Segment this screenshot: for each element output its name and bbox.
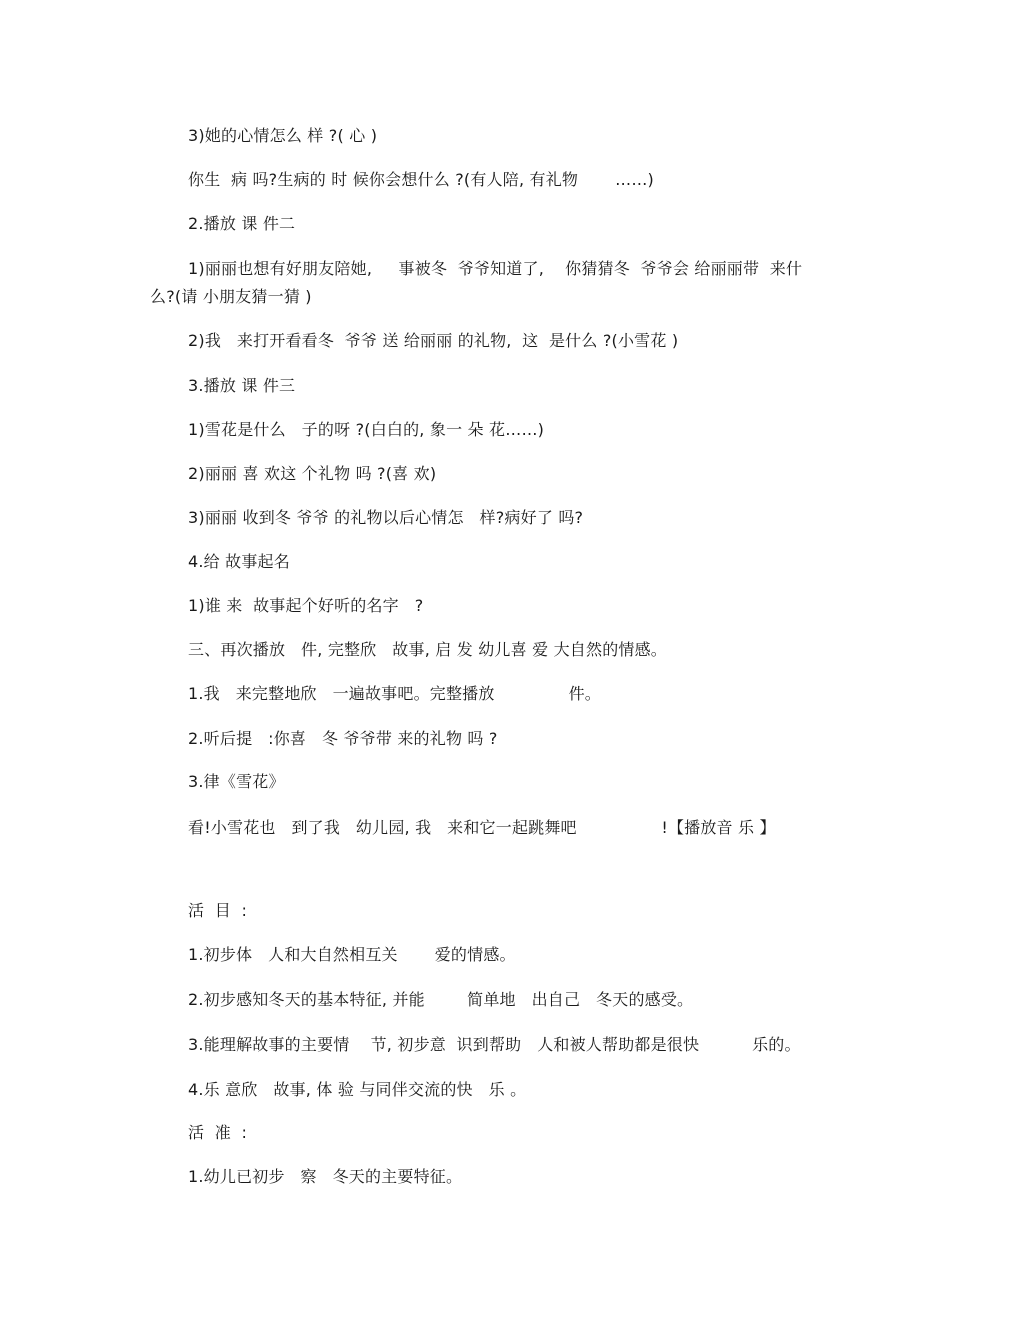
text-line: 1)谁 来 故事起个好听的名字 ? [188,596,424,615]
section-heading: 三、再次播放 件, 完整欣 故事, 启 发 幼儿喜 爱 大自然的情感。 [188,640,668,659]
section-heading: 2.播放 课 件二 [188,214,296,233]
text-line: 3)丽丽 收到冬 爷爷 的礼物以后心情怎 样?病好了 吗? [188,508,584,527]
text-line: 1.幼儿已初步 察 冬天的主要特征。 [188,1167,463,1186]
text-line: 1.初步体 人和大自然相互关 爱的情感。 [188,945,516,964]
section-heading: 3.播放 课 件三 [188,376,296,395]
text-line: 看!小雪花也 到了我 幼儿园, 我 来和它一起跳舞吧 !【播放音 乐 】 [188,818,776,837]
section-heading: 4.给 故事起名 [188,552,290,571]
text-line: 你生 病 吗?生病的 时 候你会想什么 ?(有人陪, 有礼物 ……) [188,170,654,189]
text-line: 3)她的心情怎么 样 ?( 心 ) [188,126,378,145]
text-line: 3.能理解故事的主要情 节, 初步意 识到帮助 人和被人帮助都是很快 乐的。 [188,1035,801,1054]
text-line: 4.乐 意欣 故事, 体 验 与同伴交流的快 乐 。 [188,1080,527,1099]
section-heading: 活 目 : [188,901,248,920]
text-line: 2)我 来打开看看冬 爷爷 送 给丽丽 的礼物, 这 是什么 ?(小雪花 ) [188,331,679,350]
text-line: 3.律《雪花》 [188,772,285,791]
text-line: 2.听后提 :你喜 冬 爷爷带 来的礼物 吗 ? [188,729,498,748]
text-line-continuation: 么?(请 小朋友猜一猜 ) [150,287,312,306]
text-line: 1)雪花是什么 子的呀 ?(白白的, 象一 朵 花……) [188,420,545,439]
text-line: 2)丽丽 喜 欢这 个礼物 吗 ?(喜 欢) [188,464,437,483]
section-heading: 活 准 : [188,1123,248,1142]
text-line: 1.我 来完整地欣 一遍故事吧。完整播放 件。 [188,684,601,703]
text-line: 2.初步感知冬天的基本特征, 并能 简单地 出自己 冬天的感受。 [188,990,694,1009]
text-line: 1)丽丽也想有好朋友陪她, 事被冬 爷爷知道了, 你猜猜冬 爷爷会 给丽丽带 来什 [188,259,803,278]
